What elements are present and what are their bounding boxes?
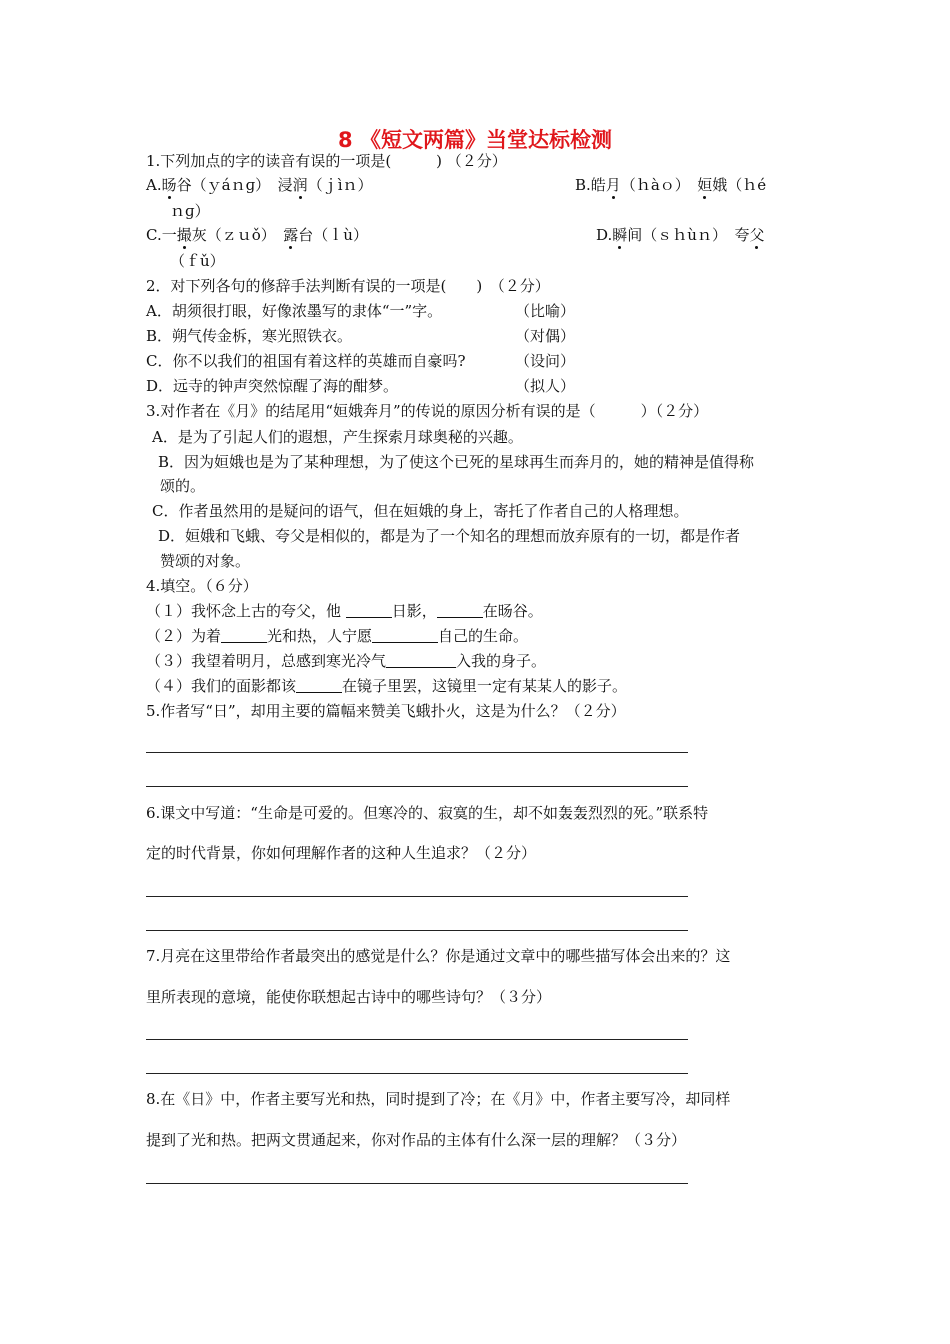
q8-stem-line2: 提到了光和热。把两文贯通起来，你对作品的主体有什么深一层的理解？（３分） [146, 1131, 687, 1149]
q1-option-b-cont: ｎɡ） [170, 202, 210, 220]
q2-option-c: C．你不以我们的祖国有着这样的英雄而自豪吗? [146, 352, 466, 370]
q3-stem: 3.对作者在《月》的结尾用“姮娥奔月”的传说的原因分析有误的是（ ）（２分） [146, 402, 709, 420]
blank-field[interactable] [372, 627, 438, 643]
blank-field[interactable] [346, 602, 392, 618]
q1-option-a: A.旸谷（ｙáｎɡ） 浸润（ｊìｎ） [146, 176, 373, 194]
q2-option-d-tag: （拟人） [515, 377, 576, 395]
blank-field[interactable] [221, 627, 267, 643]
q2-stem: 2．对下列各句的修辞手法判断有误的一项是( ) （２分） [146, 277, 550, 295]
q1-option-d: D.瞬间（ｓｈùｎ） 夸父 [596, 226, 765, 244]
blank-field[interactable] [437, 602, 483, 618]
q2-option-c-tag: （设问） [515, 352, 576, 370]
answer-line[interactable] [146, 930, 688, 931]
q8-stem-line1: 8.在《日》中，作者主要写光和热，同时提到了冷；在《月》中，作者主要写冷，却同样 [146, 1090, 731, 1108]
page-title: 8 《短文两篇》当堂达标检测 [338, 128, 612, 152]
q2-option-d: D．远寺的钟声突然惊醒了海的酣梦。 [146, 377, 399, 395]
q6-stem-line2: 定的时代背景，你如何理解作者的这种人生追求？（２分） [146, 844, 537, 862]
q2-option-a: A．胡须很打眼，好像浓墨写的隶体“一”字。 [146, 302, 443, 320]
q2-option-b-tag: （对偶） [515, 327, 576, 345]
q4-fill-3: （３）我望着明月，总感到寒光冷气 入我的身子。 [146, 652, 547, 670]
q4-stem: 4.填空。（６分） [146, 577, 258, 595]
q3-option-d-line1: D．姮娥和飞蛾、夸父是相似的，都是为了一个知名的理想而放弃原有的一切，都是作者 [158, 527, 741, 545]
q3-option-c: C．作者虽然用的是疑问的语气，但在姮娥的身上，寄托了作者自己的人格理想。 [152, 502, 689, 520]
q1-option-b: B.皓月（ｈàｏ） 姮娥（ｈé [575, 176, 767, 194]
answer-line[interactable] [146, 1183, 688, 1184]
q4-fill-4: （４）我们的面影都该 在镜子里罢，这镜里一定有某某人的影子。 [146, 677, 628, 695]
q3-option-d-line2: 赞颂的对象。 [160, 552, 251, 570]
q7-stem-line1: 7.月亮在这里带给作者最突出的感觉是什么？你是通过文章中的哪些描写体会出来的？这 [146, 947, 731, 965]
answer-line[interactable] [146, 752, 688, 753]
q2-option-a-tag: （比喻） [515, 302, 576, 320]
answer-line[interactable] [146, 1039, 688, 1040]
q1-stem: 1.下列加点的字的读音有误的一项是( ) （２分） [146, 152, 507, 170]
answer-line[interactable] [146, 896, 688, 897]
q1-option-d-cont: （ｆǔ） [170, 252, 225, 270]
answer-line[interactable] [146, 1073, 688, 1074]
blank-field[interactable] [296, 677, 342, 693]
answer-line[interactable] [146, 786, 688, 787]
q5-stem: 5.作者写“日”，却用主要的篇幅来赞美飞蛾扑火，这是为什么？（２分） [146, 702, 626, 720]
q6-stem-line1: 6.课文中写道：“生命是可爱的。但寒冷的、寂寞的生，却不如轰轰烈烈的死。”联系特 [146, 804, 709, 822]
blank-field[interactable] [386, 652, 456, 668]
q3-option-a: A．是为了引起人们的遐想，产生探索月球奥秘的兴趣。 [152, 428, 523, 446]
q7-stem-line2: 里所表现的意境，能使你联想起古诗中的哪些诗句？（３分） [146, 988, 552, 1006]
q4-fill-1: （１）我怀念上古的夸父，他 日影， 在旸谷。 [146, 602, 543, 620]
q2-option-b: B．朔气传金柝，寒光照铁衣。 [146, 327, 353, 345]
q1-option-c: C.一撮灰（ｚｕǒ） 露台（ｌù） [146, 226, 368, 244]
q3-option-b-line2: 颂的。 [160, 477, 206, 495]
q3-option-b-line1: B．因为姮娥也是为了某种理想，为了使这个已死的星球再生而奔月的，她的精神是值得称 [158, 453, 755, 471]
q4-fill-2: （２）为着 光和热，人宁愿 自己的生命。 [146, 627, 529, 645]
